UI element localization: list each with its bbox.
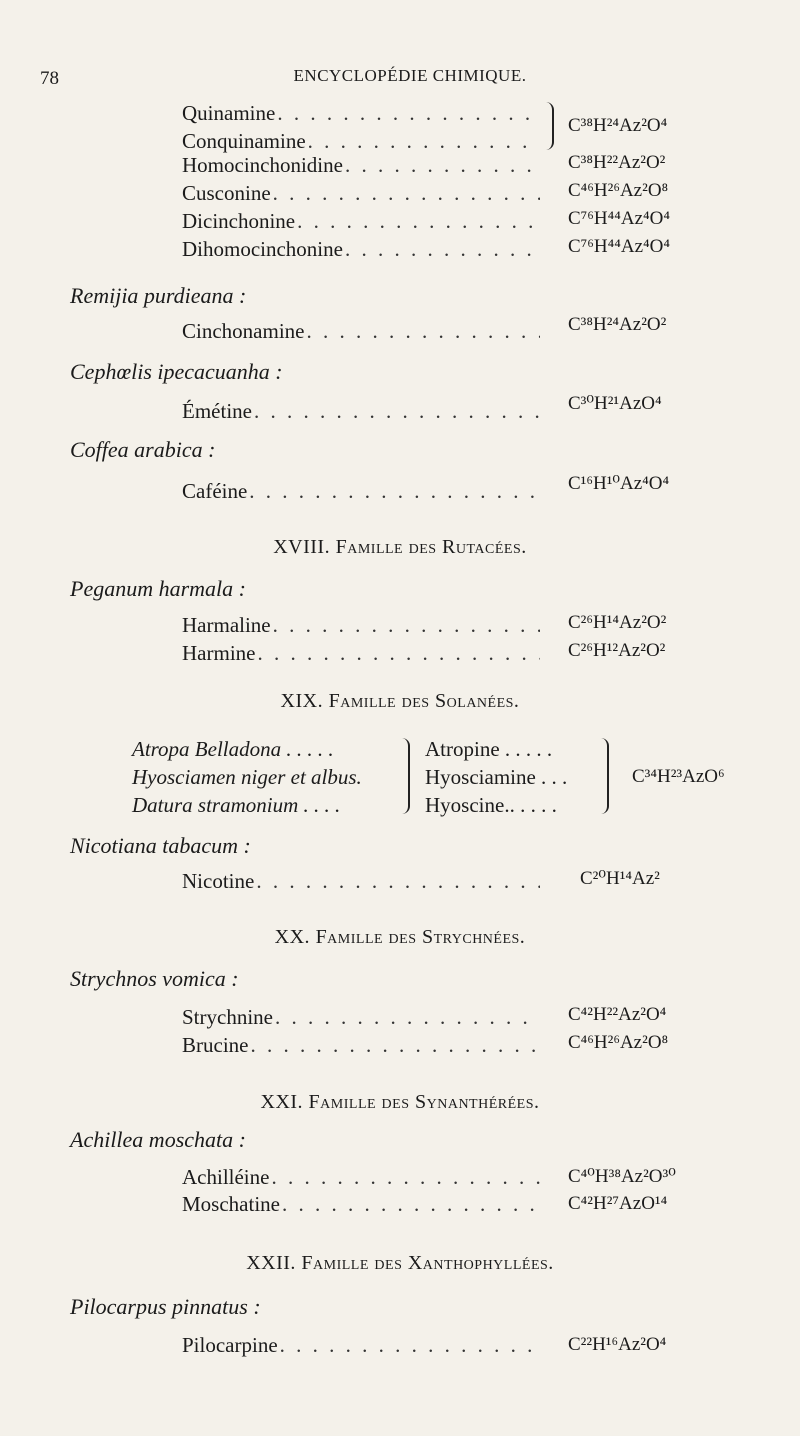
- leader-dots: [282, 1191, 540, 1217]
- entry-row: [182, 208, 540, 234]
- family-title: Famille des Xanthophyllées.: [301, 1252, 554, 1274]
- family-heading: [0, 534, 800, 560]
- leader-dots: [256, 868, 540, 894]
- entry-row: [182, 128, 540, 154]
- family-number: XIX.: [280, 690, 324, 712]
- alkaloid-name: Atropine . . . . .: [425, 737, 553, 761]
- species-name: Pilocarpus pinnatus :: [70, 1294, 261, 1319]
- formula: C²⁰H¹⁴Az²: [580, 868, 660, 889]
- formula: C⁴⁶H²⁶Az²O⁸: [568, 180, 669, 201]
- entry-row: [182, 1004, 540, 1030]
- entry-row: [182, 612, 540, 638]
- alkaloid-name: Strychnine: [182, 1005, 273, 1029]
- alkaloid-name: Dihomocinchonine: [182, 237, 343, 261]
- formula: C²²H¹⁶Az²O⁴: [568, 1334, 667, 1355]
- page-number: 78: [40, 68, 59, 89]
- alkaloid-name: Homocinchonidine: [182, 153, 343, 177]
- formula: C³⁸H²²Az²O²: [568, 152, 666, 173]
- entry-row: [182, 640, 540, 666]
- leader-dots: [271, 1164, 540, 1190]
- entry-row: [182, 318, 540, 344]
- entry-row: [182, 152, 540, 178]
- formula: C⁴²H²²Az²O⁴: [568, 1004, 667, 1025]
- species-name: Strychnos vomica :: [70, 966, 239, 991]
- formula: C⁷⁶H⁴⁴Az⁴O⁴: [568, 208, 671, 229]
- species-name: Remijia purdieana :: [70, 283, 247, 308]
- alkaloid-name: Harmaline: [182, 613, 271, 637]
- entry-row: [182, 478, 540, 504]
- leader-dots: [345, 152, 540, 178]
- family-number: XX.: [274, 926, 311, 948]
- family-heading: [0, 1089, 800, 1115]
- formula: C⁴⁶H²⁶Az²O⁸: [568, 1032, 669, 1053]
- entry-row: [182, 1164, 540, 1190]
- entry-row: [182, 236, 540, 262]
- alkaloid-name: Quinamine: [182, 101, 276, 125]
- entry-row: [182, 100, 540, 126]
- formula: C⁴²H²⁷AzO¹⁴: [568, 1193, 668, 1214]
- entry-row: [182, 398, 540, 424]
- family-title: Famille des Synanthérées.: [308, 1091, 540, 1113]
- formula: C³⁸H²⁴Az²O²: [568, 314, 667, 335]
- species-name: Achillea moschata :: [70, 1127, 246, 1152]
- leader-dots: [254, 398, 540, 424]
- alkaloid-name: Harmine: [182, 641, 256, 665]
- leader-dots: [277, 100, 540, 126]
- brace: [542, 102, 554, 150]
- leader-dots: [275, 1004, 540, 1030]
- plant-name: Hyosciamen niger et albus.: [132, 765, 362, 789]
- leader-dots: [308, 128, 540, 154]
- alkaloid-name: Hyoscine.. . . . .: [425, 793, 557, 817]
- alkaloid-name: Nicotine: [182, 869, 255, 893]
- entry-row: [182, 180, 540, 206]
- family-heading: [0, 1250, 800, 1276]
- formula: C³⁰H²¹AzO⁴: [568, 393, 662, 414]
- brace: [398, 738, 410, 814]
- leader-dots: [297, 208, 540, 234]
- formula: C¹⁶H¹⁰Az⁴O⁴: [568, 473, 670, 494]
- entry-row: [182, 1332, 540, 1358]
- family-title: Famille des Solanées.: [328, 690, 520, 712]
- family-title: Famille des Rutacées.: [335, 536, 527, 558]
- species-name: Cephœlis ipecacuanha :: [70, 359, 283, 384]
- shared-formula: C³⁸H²⁴Az²O⁴: [568, 115, 668, 136]
- entry-row: [182, 1191, 540, 1217]
- family-title: Famille des Strychnées.: [315, 926, 526, 948]
- formula: C⁷⁶H⁴⁴Az⁴O⁴: [568, 236, 671, 257]
- alkaloid-name: Cusconine: [182, 181, 271, 205]
- leader-dots: [250, 1032, 540, 1058]
- alkaloid-name: Pilocarpine: [182, 1333, 278, 1357]
- family-heading: [0, 924, 800, 950]
- leader-dots: [280, 1332, 540, 1358]
- alkaloid-name: Conquinamine: [182, 129, 306, 153]
- alkaloid-name: Émétine: [182, 399, 252, 423]
- alkaloid-name: Caféine: [182, 479, 248, 503]
- alkaloid-name: Dicinchonine: [182, 209, 296, 233]
- leader-dots: [345, 236, 540, 262]
- family-number: XXI.: [260, 1091, 304, 1113]
- family-heading: [0, 688, 800, 714]
- entry-row: [182, 868, 540, 894]
- plant-name: Atropa Belladona . . . . .: [132, 737, 334, 761]
- formula: C²⁶H¹⁴Az²O²: [568, 612, 667, 633]
- alkaloid-name: Achilléine: [182, 1165, 270, 1189]
- family-number: XVIII.: [273, 536, 331, 558]
- shared-formula: C³⁴H²³AzO⁶: [632, 766, 725, 787]
- species-name: Nicotiana tabacum :: [70, 833, 251, 858]
- alkaloid-name: Hyosciamine . . .: [425, 765, 568, 789]
- alkaloid-name: Brucine: [182, 1033, 249, 1057]
- entry-row: [182, 1032, 540, 1058]
- species-name: Coffea arabica :: [70, 437, 216, 462]
- brace: [597, 738, 609, 814]
- running-head: ENCYCLOPÉDIE CHIMIQUE.: [293, 66, 527, 85]
- alkaloid-name: Moschatine: [182, 1192, 280, 1216]
- plant-name: Datura stramonium . . . .: [132, 793, 341, 817]
- formula: C²⁶H¹²Az²O²: [568, 640, 666, 661]
- leader-dots: [273, 612, 540, 638]
- leader-dots: [257, 640, 540, 666]
- formula: C⁴⁰H³⁸Az²O³⁰: [568, 1166, 676, 1187]
- leader-dots: [306, 318, 540, 344]
- leader-dots: [273, 180, 540, 206]
- alkaloid-name: Cinchonamine: [182, 319, 305, 343]
- leader-dots: [249, 478, 540, 504]
- family-number: XXII.: [246, 1252, 296, 1274]
- species-name: Peganum harmala :: [70, 576, 246, 601]
